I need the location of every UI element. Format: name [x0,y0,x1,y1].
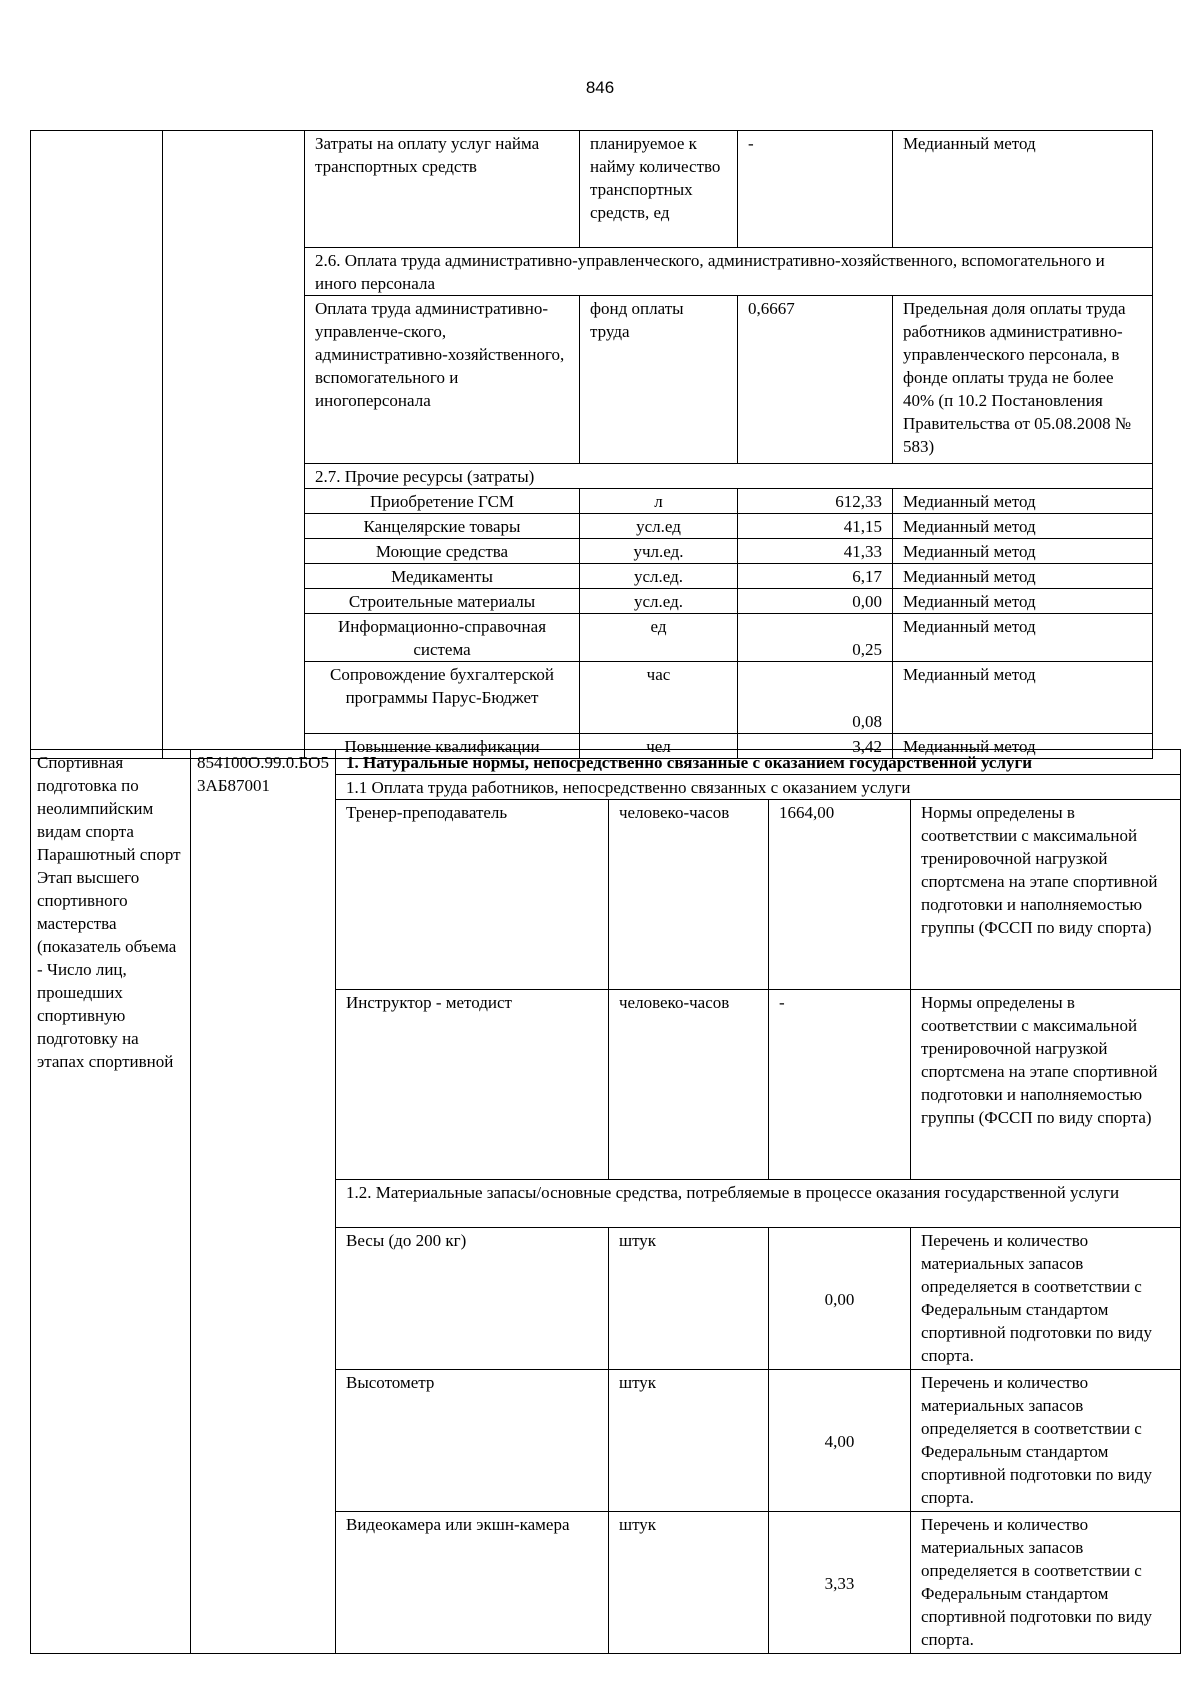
material-note: Перечень и количество материальных запасов определяется в соответствии с Федеральным стандартом спортивной подготовки по виду спорта. [911,1512,1181,1654]
service-name-cell: Спортивная подготовка по неолимпийским видам спорта Парашютный спорт Этап высшего спортивного мастерства (показатель объема - Число лиц, прошедших спортивную подготовку на этапах спортивной [31,750,191,1654]
resource-unit: чел [580,734,738,759]
staff-note: Нормы определены в соответствии с максимальной тренировочной нагрузкой спортсмена на этапе спортивной подготовки и наполняемостью группы (ФССП по виду спорта) [911,990,1181,1180]
resource-name: Канцелярские товары [305,514,580,539]
resource-unit: усл.ед [580,514,738,539]
resource-name: Сопровождение бухгалтерской программы Парус-Бюджет [305,662,580,734]
resource-name: Строительные материалы [305,589,580,614]
service-code-cell: 854100О.99.0.БО53АБ87001 [191,750,336,1654]
resource-name: Моющие средства [305,539,580,564]
norms-table-continued [30,130,1153,759]
resource-name: Затраты на оплату услуг найма транспортных средств [305,131,580,248]
section-1-heading: 1. Натуральные нормы, непосредственно связанные с оказанием государственной услуги [336,750,1181,775]
resource-unit: усл.ед. [580,589,738,614]
material-unit: штук [609,1370,769,1512]
page-number: 846 [585,78,615,97]
resource-method: Медианный метод [893,131,1153,248]
resource-value: 0,08 [738,662,893,734]
resource-method: Медианный метод [893,514,1153,539]
staff-unit: человеко-часов [609,990,769,1180]
resource-value: 41,15 [738,514,893,539]
resource-value: 3,42 [738,734,893,759]
staff-name: Инструктор - методист [336,990,609,1180]
section-2-7-heading: 2.7. Прочие ресурсы (затраты) [305,464,1153,489]
resource-method: Медианный метод [893,489,1153,514]
staff-note: Нормы определены в соответствии с максимальной тренировочной нагрузкой спортсмена на этапе спортивной подготовки и наполняемостью группы (ФССП по виду спорта) [911,800,1181,990]
resource-name: Информационно-справочная система [305,614,580,662]
section-row [31,750,1181,775]
material-value: 3,33 [769,1512,911,1654]
resource-value: 0,6667 [738,296,893,464]
material-name: Высотометр [336,1370,609,1512]
resource-value: 41,33 [738,539,893,564]
resource-method: Медианный метод [893,539,1153,564]
material-unit: штук [609,1228,769,1370]
resource-unit: ед [580,614,738,662]
resource-method: Предельная доля оплаты труда работников административно-управленческого персонала, в фонде оплаты труда не более 40% (п 10.2 Постановления Правительства от 05.08.2008 № 583) [893,296,1153,464]
resource-name: Оплата труда административно-управленче-ского, административно-хозяйственного, вспомогательного и иногоперсонала [305,296,580,464]
resource-method: Медианный метод [893,589,1153,614]
resource-value: - [738,131,893,248]
resource-method: Медианный метод [893,734,1153,759]
material-name: Видеокамера или экшн-камера [336,1512,609,1654]
resource-method: Медианный метод [893,662,1153,734]
material-value: 0,00 [769,1228,911,1370]
resource-unit: планируемое к найму количество транспортных средств, ед [580,131,738,248]
staff-name: Тренер-преподаватель [336,800,609,990]
resource-unit: учл.ед. [580,539,738,564]
resource-name: Приобретение ГСМ [305,489,580,514]
material-value: 4,00 [769,1370,911,1512]
staff-value: 1664,00 [769,800,911,990]
material-name: Весы (до 200 кг) [336,1228,609,1370]
resource-value: 0,25 [738,614,893,662]
resource-method: Медианный метод [893,614,1153,662]
resource-unit: л [580,489,738,514]
empty-code-cell [163,131,305,759]
resource-value: 612,33 [738,489,893,514]
resource-value: 6,17 [738,564,893,589]
section-1-1-heading: 1.1 Оплата труда работников, непосредственно связанных с оказанием услуги [336,775,1181,800]
service-norms-table [30,749,1181,1654]
material-unit: штук [609,1512,769,1654]
resource-unit: фонд оплаты труда [580,296,738,464]
resource-unit: усл.ед. [580,564,738,589]
table-row [31,131,1153,248]
resource-unit: час [580,662,738,734]
resource-name: Медикаменты [305,564,580,589]
resource-value: 0,00 [738,589,893,614]
staff-value: - [769,990,911,1180]
resource-method: Медианный метод [893,564,1153,589]
resource-name: Повышение квалификации [305,734,580,759]
material-note: Перечень и количество материальных запасов определяется в соответствии с Федеральным стандартом спортивной подготовки по виду спорта. [911,1228,1181,1370]
material-note: Перечень и количество материальных запасов определяется в соответствии с Федеральным стандартом спортивной подготовки по виду спорта. [911,1370,1181,1512]
staff-unit: человеко-часов [609,800,769,990]
section-2-6-heading: 2.6. Оплата труда административно-управленческого, административно-хозяйственного, вспомогательного и иного персонала [305,248,1153,296]
empty-service-cell [31,131,163,759]
section-1-2-heading: 1.2. Материальные запасы/основные средства, потребляемые в процессе оказания государственной услуги [336,1180,1181,1228]
